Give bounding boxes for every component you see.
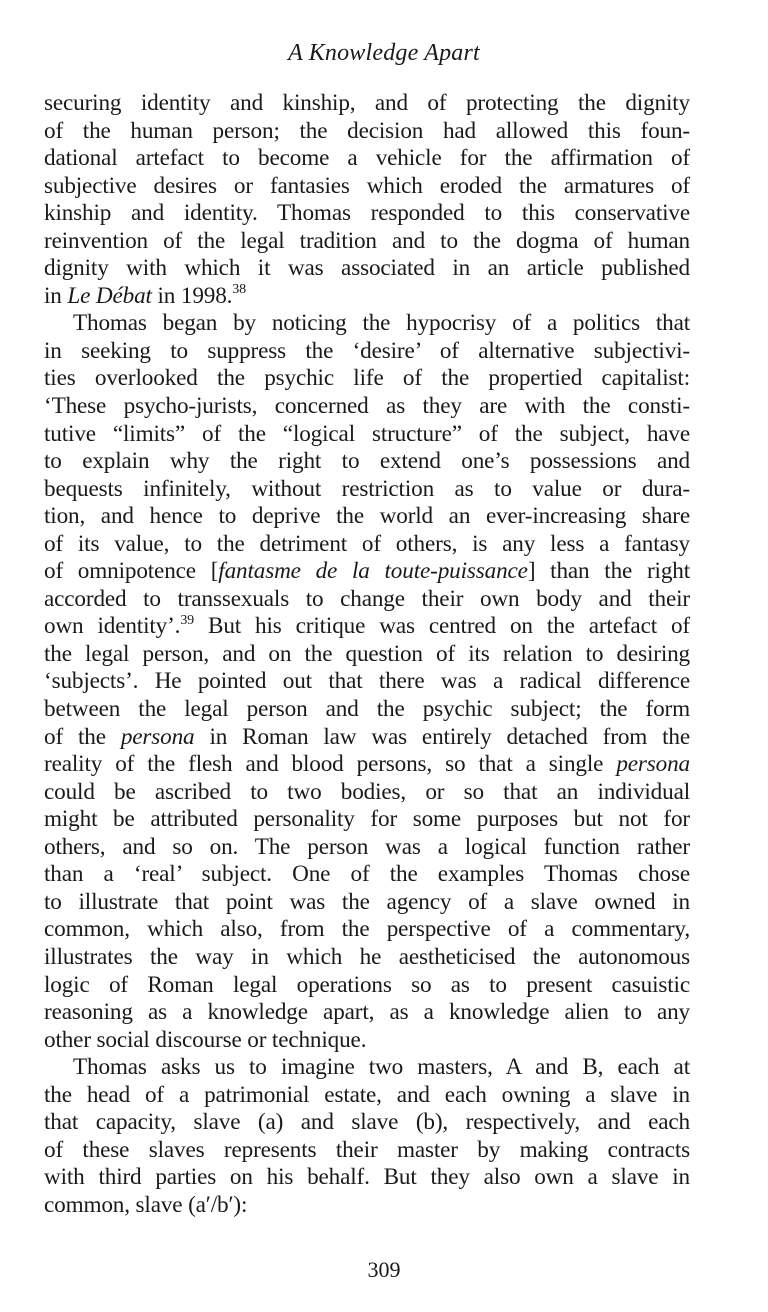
text-line: ‘These psycho-jurists, concerned as they are with the consti-	[44, 393, 690, 420]
text-line: ties overlooked the psychic life of the propertied capitalist:	[44, 365, 690, 392]
footnote-ref: 38	[232, 282, 246, 298]
text-run: in	[44, 282, 68, 309]
text-line	[44, 751, 690, 779]
text-line	[44, 283, 690, 311]
text-run: reality of the flesh and blood persons, so that a single	[44, 751, 617, 778]
text-line: could be ascribed to two bodies, or so that an individual	[44, 778, 690, 805]
text-line: common, which also, from the perspective of a commentary,	[44, 916, 690, 943]
text-line	[44, 558, 690, 586]
footnote-ref: 39	[180, 612, 195, 628]
italic-term: persona	[120, 723, 195, 750]
text-run: of the	[44, 723, 121, 750]
text-line: common, slave (a′/b′):	[44, 1191, 248, 1218]
text-line: between the legal person and the psychic subject; the form	[44, 696, 690, 723]
text-line: to explain why the right to extend one’s possessions and	[44, 448, 690, 475]
text-line	[44, 724, 690, 752]
text-run: of omnipotence [	[44, 558, 219, 585]
text-run: in 1998.	[151, 282, 233, 309]
text-line: of the human person; the decision had allowed this foun-	[44, 117, 690, 144]
text-line: might be attributed personality for some purposes but not for	[44, 806, 690, 833]
text-line: than a ‘real’ subject. One of the examples Thomas chose	[44, 861, 690, 888]
text-line: reasoning as a knowledge apart, as a knowledge alien to any	[44, 999, 690, 1026]
italic-term: fantasme de la toute-puissance	[218, 558, 528, 585]
text-line: the legal person, and on the question of its relation to desiring	[44, 640, 690, 667]
text-run: ] than the right	[527, 558, 691, 585]
text-line: accorded to transsexuals to change their own body and their	[44, 585, 690, 612]
text-line: bequests infinitely, without restriction as to value or dura-	[44, 475, 690, 502]
text-line: logic of Roman legal operations so as to present casuistic	[44, 971, 690, 998]
text-line: of its value, to the detriment of others, is any less a fantasy	[44, 530, 690, 557]
text-line: dational artefact to become a vehicle for the affirmation of	[44, 145, 690, 172]
text-run: own identity’.	[44, 613, 181, 640]
text-line: others, and so on. The person was a logical function rather	[44, 833, 690, 860]
text-line: tutive “limits” of the “logical structure” of the subject, have	[44, 420, 690, 447]
text-line: other social discourse or technique.	[44, 1026, 367, 1053]
text-line: with third parties on his behalf. But they also own a slave in	[44, 1164, 690, 1191]
italic-term: persona	[616, 751, 690, 778]
text-line: subjective desires or fantasies which eroded the armatures of	[44, 172, 690, 199]
running-head: A Knowledge Apart	[288, 40, 480, 66]
page-number: 309	[367, 1257, 401, 1282]
text-line: the head of a patrimonial estate, and each owning a slave in	[44, 1081, 690, 1108]
text-line: Thomas asks us to imagine two masters, A and B, each at	[73, 1054, 690, 1081]
text-line: reinvention of the legal tradition and to the dogma of human	[44, 227, 690, 254]
text-line: kinship and identity. Thomas responded to this conservative	[44, 200, 690, 227]
text-line	[44, 613, 690, 641]
italic-term: Le Débat	[67, 282, 152, 309]
text-line: dignity with which it was associated in an article published	[44, 255, 690, 282]
text-run: in Roman law was entirely detached from the	[194, 723, 690, 750]
text-line: Thomas began by noticing the hypocrisy of a politics that	[73, 310, 690, 337]
text-run: But his critique was centred on the artefact of	[194, 613, 690, 640]
text-line: securing identity and kinship, and of protecting the dignity	[44, 90, 690, 116]
text-line: in seeking to suppress the ‘desire’ of alternative subjectivi-	[44, 337, 690, 364]
text-line: tion, and hence to deprive the world an ever-increasing share	[44, 503, 690, 530]
text-line: that capacity, slave (a) and slave (b), respectively, and each	[44, 1109, 690, 1136]
text-line: illustrates the way in which he aestheticised the autonomous	[44, 943, 690, 970]
body-text	[44, 90, 690, 1219]
text-line: to illustrate that point was the agency of a slave owned in	[44, 888, 690, 915]
text-line: of these slaves represents their master by making contracts	[44, 1136, 690, 1163]
text-line: ‘subjects’. He pointed out that there was a radical difference	[44, 668, 690, 695]
